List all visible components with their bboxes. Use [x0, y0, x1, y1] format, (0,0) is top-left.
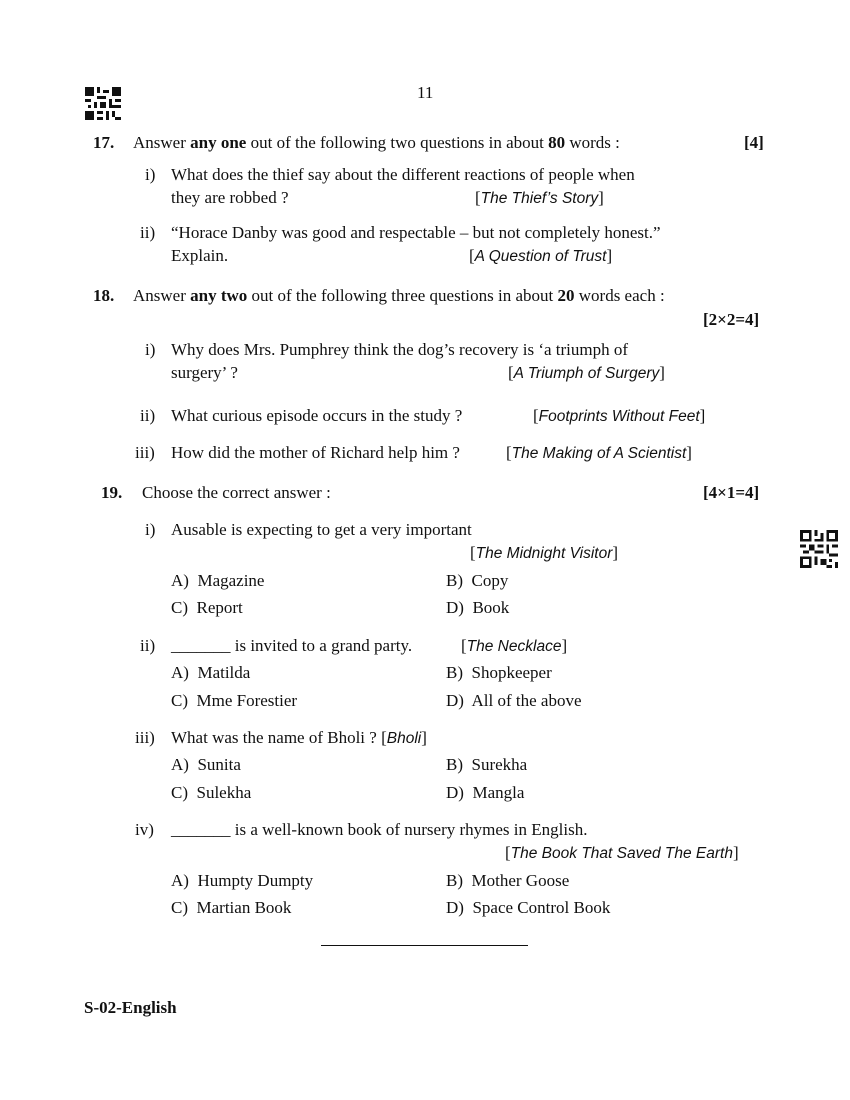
- option: B) Shopkeeper: [446, 663, 552, 682]
- q18-iii-roman: iii): [135, 443, 155, 462]
- q18-i-text: Why does Mrs. Pumphrey think the dog’s recovery is ‘a triumph of: [171, 340, 629, 359]
- question-19-marks: [4×1=4]: [703, 483, 760, 502]
- option: D) All of the above: [446, 691, 582, 710]
- q19-iii-roman: iii): [135, 728, 155, 747]
- option: A) Matilda: [171, 663, 251, 682]
- q17-i-text: What does the thief say about the different reactions of people when: [171, 165, 635, 184]
- end-divider: [321, 945, 528, 946]
- q19-i-reference: [The Midnight Visitor]: [470, 543, 619, 562]
- q17-ii-text-cont: Explain.: [171, 246, 229, 265]
- option: D) Space Control Book: [446, 898, 611, 917]
- q19-i-text: Ausable is expecting to get a very important: [171, 520, 472, 539]
- question-18-instruction: Answer any two out of the following three questions in about 20 words each :: [133, 286, 665, 305]
- qr-code-top: [85, 87, 121, 120]
- question-17-number: 17.: [93, 133, 115, 152]
- q18-iii-reference: [The Making of A Scientist]: [506, 443, 692, 462]
- q18-iii-text: How did the mother of Richard help him ?: [171, 443, 460, 462]
- question-19-number: 19.: [101, 483, 123, 502]
- option: B) Surekha: [446, 755, 528, 774]
- q18-i-roman: i): [145, 340, 156, 359]
- q18-i-text-cont: surgery’ ?: [171, 363, 238, 382]
- option: D) Book: [446, 598, 510, 617]
- question-17-instruction: Answer any one out of the following two questions in about 80 words :: [133, 133, 620, 152]
- q17-i-reference: [The Thief’s Story]: [475, 188, 604, 207]
- option: C) Sulekha: [171, 783, 252, 802]
- q17-ii-reference: [A Question of Trust]: [469, 246, 613, 265]
- page-number: 11: [417, 83, 434, 102]
- option: A) Sunita: [171, 755, 241, 774]
- footer-paper-code: S-02-English: [84, 998, 177, 1017]
- q17-ii-text: “Horace Danby was good and respectable – but not completely honest.”: [171, 223, 661, 242]
- q17-i-text-cont: they are robbed ?: [171, 188, 289, 207]
- question-18-marks: [2×2=4]: [703, 310, 760, 329]
- q19-ii-roman: ii): [140, 636, 156, 655]
- q19-iv-text: _______ is a well-known book of nursery rhymes in English.: [171, 820, 588, 839]
- q17-i-roman: i): [145, 165, 156, 184]
- question-17-marks: [4]: [744, 133, 764, 152]
- q19-iii-text: What was the name of Bholi ? [Bholi]: [171, 728, 427, 747]
- option: A) Humpty Dumpty: [171, 871, 314, 890]
- qr-code-side: [800, 530, 838, 568]
- option: B) Copy: [446, 571, 509, 590]
- option: C) Martian Book: [171, 898, 292, 917]
- q19-ii-reference: [The Necklace]: [461, 636, 568, 655]
- q18-ii-reference: [Footprints Without Feet]: [533, 406, 706, 425]
- q19-ii-text: _______ is invited to a grand party.: [171, 636, 413, 655]
- option: C) Report: [171, 598, 243, 617]
- q19-iv-roman: iv): [135, 820, 154, 839]
- question-18-number: 18.: [93, 286, 115, 305]
- question-19-instruction: Choose the correct answer :: [142, 483, 331, 502]
- q18-ii-roman: ii): [140, 406, 156, 425]
- option: C) Mme Forestier: [171, 691, 298, 710]
- q19-i-roman: i): [145, 520, 156, 539]
- option: B) Mother Goose: [446, 871, 570, 890]
- q19-iv-reference: [The Book That Saved The Earth]: [505, 843, 739, 862]
- q17-ii-roman: ii): [140, 223, 156, 242]
- option: D) Mangla: [446, 783, 525, 802]
- q18-i-reference: [A Triumph of Surgery]: [508, 363, 665, 382]
- q18-ii-text: What curious episode occurs in the study ?: [171, 406, 463, 425]
- option: A) Magazine: [171, 571, 265, 590]
